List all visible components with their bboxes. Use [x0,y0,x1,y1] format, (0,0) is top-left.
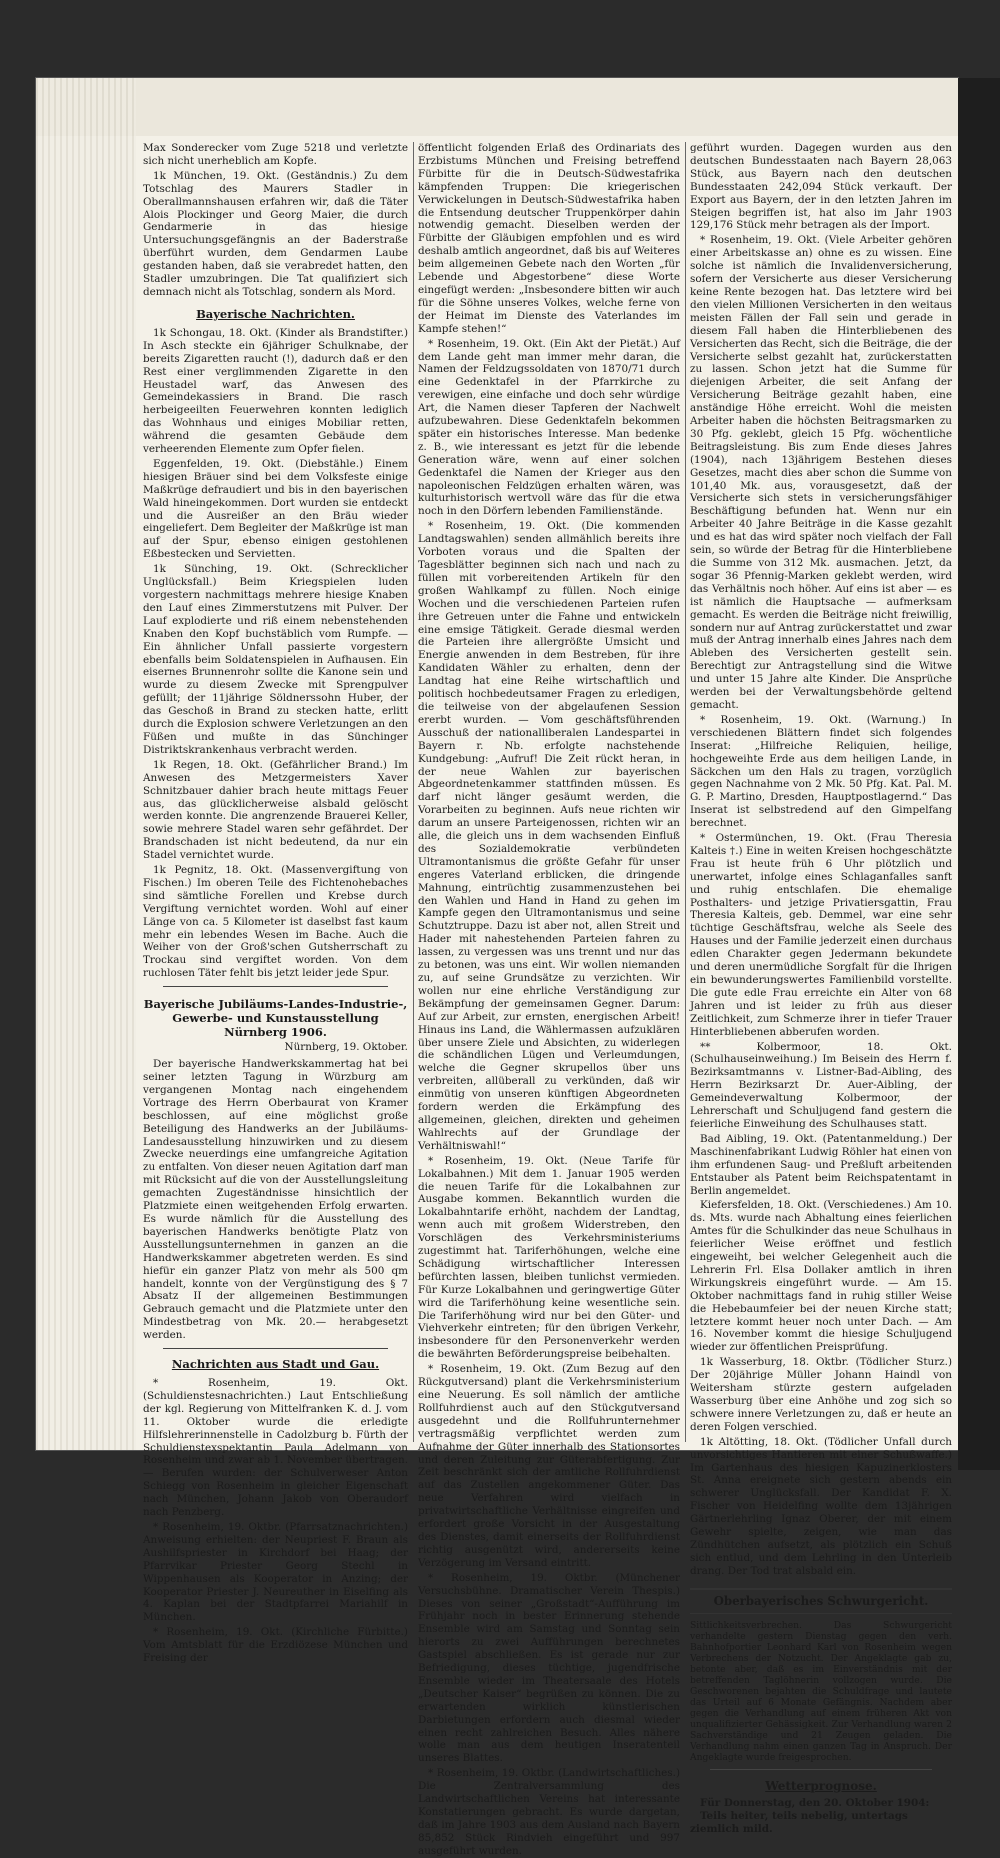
article-paragraph: * Rosenheim, 19. Okt. (Kirchliche Fürbitte.) Vom Amtsblatt für die Erzdiözese München und Freising der [143,1626,408,1665]
article-paragraph: 1k Pegnitz, 18. Okt. (Massenvergiftung von Fischen.) Im oberen Teile des Fichtenohebaches sind sämtliche Forellen und Krebse durch Vergiftung vernichtet worden. Wohl auf einer Länge von ca. 5 Kilometer ist daselbst fast kaum mehr ein lebendes Wesen im Bache. Auch die Weiher von der Groß'schen Gutsherrschaft zu Trockau sind vergiftet worden. Von dem ruchlosen Täter fehlt bis jetzt leider jede Spur. [143,864,408,980]
column-left [143,142,408,1665]
article-paragraph: * Ostermünchen, 19. Okt. (Frau Theresia Kalteis †.) Eine in weiten Kreisen hochgeschätzte Frau ist heute früh 6 Uhr plötzlich und unerwartet, infolge eines Schlaganfalles sanft und ruhig entschlafen. Die ehemalige Posthalters- und jetzige Privatiersgattin, Frau Theresia Kalteis, geb. Demmel, war eine sehr tüchtige Geschäftsfrau, welche als Seele des Hauses und der Familie jederzeit einen durchaus edlen Charakter gegen Jedermann bekundete und deren unermüdliche Sorgfalt für die Ihrigen ein bewunderungswertes Familienbild vorstellte. Die gute edle Frau erreichte ein Alter von 68 Jahren und ist leider zu früh aus dieser Zeitlichkeit, zum Schmerze ihrer in tiefer Trauer Hinterbliebenen abberufen worden. [690,832,952,1038]
article-paragraph: 1k Wasserburg, 18. Oktbr. (Tödlicher Sturz.) Der 20jährige Müller Johann Haindl von Weitersham stürzte gestern aufgeladen Wasserburg über eine Anhöhe und zog sich so schwere innere Verletzungen zu, daß er heute an deren Folgen verschied. [690,1356,952,1433]
column-rule [685,142,686,1442]
divider [163,1348,388,1349]
divider [163,986,388,987]
column-right [690,142,952,1835]
article-paragraph: Der bayerische Handwerkskammertag hat bei seiner letzten Tagung in Würzburg am vergangenen Montag nach eingehendem Vortrage des Herrn Oberbaurat von Kramer beschlossen, auf eine möglichst große Beteiligung des Handwerks an der Jubiläums-Landesausstellung hinzuwirken und zu diesem Zwecke neuerdings eine umfangreiche Agitation zu entfalten. Von dieser neuen Agitation darf man mit Rücksicht auf die von der Ausstellungsleitung gemachten Zugeständnisse hinsichtlich der Platzmiete einen weitgehenden Erfolg erwarten. Es wurde nämlich für die Ausstellung des bayerischen Handwerks benötigte Platz von Ausstellungsunternehmen in ganzen an die Handwerkskammer abgetreten werden. Es sind hiefür ein ganzer Platz von mehr als 500 qm handelt, konnte von der Vergünstigung des § 7 Absatz II der allgemeinen Bestimmungen Gebrauch gemacht und die Platzmiete unter den Mindestbetrag von Mk. 20.— herabgesetzt werden. [143,1058,408,1342]
article-paragraph: geführt wurden. Dagegen wurden aus den deutschen Bundesstaaten nach Bayern 28,063 Stück, aus Bayern nach den deutschen Bundesstaaten 242,094 Stück verkauft. Der Export aus Bayern, der in den letzten Jahren im Steigen begriffen ist, hat also im Jahr 1903 129,176 Stück mehr betragen als der Import. [690,142,952,232]
article-paragraph: * Rosenheim, 19. Okt. (Warnung.) In verschiedenen Blättern findet sich folgendes Inserat: „Hilfreiche Reliquien, heilige, hochgeweihte Erde aus dem heiligen Lande, in Säckchen um den Hals zu tragen, vorzüglich gegen Nachnahme von 2 Mk. 50 Pfg. Kat. Pal. M. G. P. Martino, Dresden, Hauptpostlagernd.“ Das Inserat ist selbstredend auf den Gimpelfang berechnet. [690,713,952,830]
scan-border [958,78,1000,1470]
section-heading: Bayerische Jubiläums-Landes-Industrie-, Gewerbe- und Kunstausstellung Nürnberg 1906. [143,997,408,1040]
article-paragraph: 1k Regen, 18. Okt. (Gefährlicher Brand.) Im Anwesen des Metzgermeisters Xaver Schnitzbauer dahier brach heute mittags Feuer aus, das glücklicherweise alsbald gelöscht werden konnte. Die angrenzende Brauerei Keller, sowie mehrere Stadel waren sehr gefährdet. Der Brandschaden ist nicht bedeutend, da nur ein Stadel vernichtet wurde. [143,758,408,862]
court-heading: Oberbayerisches Schwurgericht. [690,1588,952,1614]
article-paragraph: Kiefersfelden, 18. Okt. (Verschiedenes.) Am 10. ds. Mts. wurde nach Abhaltung eines feierlichen Amtes für die Schulkinder das neue Schulhaus in feierlicher Weise eröffnet und festlich eingeweiht, bei welcher Gelegenheit auch die Lehrerin Frl. Elsa Dollaker amtlich in ihren Wirkungskreis eingeführt wurde. — Am 15. Oktober nachmittags fand in ruhig stiller Weise die Hebebaumfeier bei der neuen Kirche statt; letztere kommt heuer noch unter Dach. — Am 16. November kommt die hiesige Schuljugend wieder zur öffentlichen Preisprüfung. [690,1199,952,1354]
section-heading: Nachrichten aus Stadt und Gau. [171,1357,380,1372]
article-paragraph: Max Sonderecker vom Zuge 5218 und verletzte sich nicht unerheblich am Kopfe. [143,142,408,167]
article-paragraph: * Rosenheim, 19. Okt. (Neue Tarife für Lokalbahnen.) Mit dem 1. Januar 1905 werden die neuen Tarife für die Lokalbahnen zur Ausgabe kommen. Bekanntlich wurden die Lokalbahntarife erhöht, nachdem der Landtag, wenn auch mit großem Widerstreben, den Vorschlägen des Verkehrsministeriums zugestimmt hat. Tariferhöhungen, welche eine Schädigung wirtschaftlicher Interessen befürchten lassen, bleiben tunlichst vermieden. Für Kurze Lokalbahnen und geringwertige Güter wird die Tariferhöhung keine wesentliche sein. Die Tariferhöhung wird nur bei den Güter- und Viehverkehr eintreten; für den übrigen Verkehr, insbesondere für den Personenverkehr werden die bewährten Beförderungspreise beibehalten. [418,1154,680,1361]
article-paragraph: 1k Schongau, 18. Okt. (Kinder als Brandstifter.) In Asch steckte ein 6jähriger Schulknabe, der bereits Zigaretten raucht (!), dadurch daß er den Rest einer verglimmenden Zigarette in den Heustadel warf, das Anwesen des Gemeindekassiers in Brand. Die rasch herbeigeeilten Feuerwehren konnten lediglich das Wohnhaus und einiges Mobiliar retten, während die gesamten Gebäude dem verheerenden Elemente zum Opfer fielen. [143,326,408,456]
article-paragraph: ** Kolbermoor, 18. Okt. (Schulhauseinweihung.) Im Beisein des Herrn f. Bezirksamtmanns v. Listner-Bad-Aibling, des Herrn Bezirksarzt Dr. Auer-Aibling, der Gemeindeverwaltung Kolbermoor, der Lehrerschaft und Schuljugend fand gestern die feierliche Einweihung des Schulhauses statt. [690,1040,952,1130]
article-paragraph: * Rosenheim, 19. Okt. (Zum Bezug auf den Rückgutversand) plant die Verkehrsministerium eine Neuerung. Es soll nämlich der amtliche Rollfuhrdienst auch auf den Stückgutversand ausgedehnt und die Rollfuhrunternehmer vertragsmäßig verpflichtet werden zum Aufnahme der Güter innerhalb des Stationsortes und deren Zuleitung zur Güterabfertigung. Zur Zeit beschränkt sich der amtliche Rollfuhrdienst auf das Zustellen angekommener Güter. Das neue Verfahren wird vielfach in privatwirtschaftliche Verhältnisse eingreifen und erfordert große Vorsicht in der Ausgestaltung des Dienstes, damit einerseits der Rollfuhrdienst richtig ausgenützt wird, andererseits keine Verzögerung im Versand eintritt. [418,1363,680,1569]
article-paragraph: Eggenfelden, 19. Okt. (Diebstähle.) Einem hiesigen Bräuer sind bei dem Volksfeste einige Maßkrüge defraudiert und bis in den bayerischen Wald hineingekommen. Dort wurden sie entdeckt und die Ausreißer an den Bräu wieder eingeliefert. Dem Begleiter der Maßkrüge ist man auf der Spur, ebenso einigen gestohlenen Eßbestecken und Servietten. [143,457,408,561]
dateline: Nürnberg, 19. Oktober. [284,1041,408,1054]
article-paragraph: 1k Sünching, 19. Okt. (Schrecklicher Unglücksfall.) Beim Kriegspielen luden vorgestern nachmittags mehrere hiesige Knaben den Lauf eines Zimmerstutzens mit Pulver. Der Lauf explodierte und riß einem nebenstehenden Knaben den Kopf buchstäblich vom Rumpfe. — Ein ähnlicher Unfall passierte vorgestern ebenfalls beim Soldatenspielen in Aufhausen. Ein eisernes Brunnenrohr sollte die Kanone sein und wurde zu diesem Zwecke mit Sprengpulver gefüllt; der 11jährige Söldnerssohn Huber, der das Geschoß in Brand zu stecken hatte, erlitt durch die Explosion schwere Verletzungen an den Füßen und mußte in das Sünchinger Distriktskrankenhaus verbracht werden. [143,563,408,756]
article-paragraph: * Rosenheim, 19. Oktbr. (Pfarrsatznachrichten.) Anweisung erhielten: der Neupriest F. Braun als Aushilfspriester in Kirchdorf bei Haag; der Pfarrvikar Priester Georg Stechl in Wippenhausen als Kooperator in Anzing; der Kooperator Priester J. Neureuther in Eiselfing als 4. Kaplan bei der Stadtpfarrei Mariahilf in München. [143,1521,408,1624]
column-middle [418,142,680,1857]
article-paragraph: 1k Altötting, 18. Okt. (Tödlicher Unfall durch unvorsichtiges Hantieren mit einer Schußwaffe.) Im Gartenhaus des hiesigen Kapuzinerklosters St. Anna ereignete sich gestern abends ein schwerer Unglücksfall. Der Kandidat F. X. Fischer von Heidelfing wollte dem 13jährigen Gärtnerlehrling Ignaz Oberer, der mit einem Gewehr spielte, zeigen, wie man das Zündhütchen aufsetzt, als plötzlich ein Schuß sich entlud, und dem Lehrling in den Unterleib drang. Der Tod trat alsbald ein. [690,1435,952,1577]
weather-date: Für Donnerstag, den 20. Oktober 1904: [700,1796,930,1809]
article-paragraph: * Rosenheim, 19. Okt. (Schuldienstesnachrichten.) Laut Entschließung der kgl. Regierung von Mittelfranken K. d. J. vom 11. Oktober wurde die erledigte Hilfslehrerinnenstelle in Cadolzburg b. Fürth der Schuldienstexspektantin Paula Adelmann von Rosenheim und zwar ab 1. November übertragen. — Berufen wurden: der Schulverweser Anton Schiegg von Rosenheim in gleicher Eigenschaft nach München, Johann Jakob von Oberaudorf nach Penzberg. [143,1377,408,1519]
section-heading: Bayerische Nachrichten. [196,306,355,321]
weather-forecast: Teils heiter, teils nebelig, untertags ziemlich mild. [690,1809,908,1835]
article-paragraph: * Rosenheim, 19. Oktbr. (Landwirtschaftliches.) Die Zentralversammlung des Landwirtschaftlichen Vereins hat interessante Konstatierungen gebracht. Es wurde dargetan, daß im Jahre 1903 aus dem Ausland nach Bayern 85,852 Stück Rindvieh eingeführt und 997 ausgeführt wurden. [418,1767,680,1857]
page-gutter [36,78,136,1450]
article-paragraph: 1k München, 19. Okt. (Geständnis.) Zu dem Totschlag des Maurers Stadler in Oberallmannshausen erfahren wir, daß die Täter Alois Plockinger und Georg Maier, die durch Gendarmerie in das hiesige Untersuchungsgefängnis an der Baderstraße überführt wurden, dem Gendarmen Laube gestanden haben, daß sie verabredet hatten, den Stadler umzubringen. Die Tat qualifiziert sich demnach nicht als Totschlag, sondern als Mord. [143,169,408,298]
article-paragraph: * Rosenheim, 19. Okt. (Die kommenden Landtagswahlen) senden allmählich bereits ihre Vorboten voraus und die Spalten der Tagesblätter beginnen sich nach und nach zu füllen mit vorbereitenden Artikeln für den großen Wahlkampf zu füllen. Noch einige Wochen und die verschiedenen Parteien rufen ihre Getreuen unter die Fahne und entwickeln eine emsige Tätigkeit. Gerade diesmal werden die Parteien ihre allergrößte Umsicht und Energie anwenden in dem Bestreben, für ihre Kandidaten Wähler zu erhalten, denn der Landtag hat eine Reihe wirtschaftlich und politisch hochbedeutsamer Fragen zu erledigen, die teilweise von der abgelaufenen Session ererbt wurden. — Vom geschäftsführenden Ausschuß der nationalliberalen Landespartei in Bayern r. Nb. erfolgte nachstehende Kundgebung: „Aufruf! Die Zeit rückt heran, in der neue Wahlen zur bayerischen Abgeordnetenkammer stattfinden müssen. Es darf nicht länger gesäumt werden, die Vorarbeiten zu beginnen. Aufs neue richten wir darum an unsere Parteigenossen, richten wir an alle, die gleich uns in dem wachsenden Einfluß des Sozialdemokratie verbündeten Ultramontanismus die größte Gefahr für unser engeres Vaterland erblicken, die dringende Mahnung, eintrüchtig zusammenzustehen bei den Wahlen und Hand in Hand zu gehen im Kampfe gegen den Ultramontanismus und seine Schutztruppe. Dazu ist aber not, allen Streit und Hader mit nahestehenden Parteien fahren zu lassen, zu vergessen was uns trennt und nur das zu betonen, was uns eint. Wir wollen niemanden zu, auf seine Grundsätze zu verzichten. Wir wollen nur eine ehrliche Verständigung zur Bekämpfung der gemeinsamen Gegner. Darum: Auf zur Arbeit, zur ernsten, energischen Arbeit! Hinaus ins Land, die Wählermassen aufzuklären über unsere Ziele und Absichten, zu widerlegen die schändlichen Lügen und Verleumdungen, welche die Gegner skrupellos über uns verbreiten, allüberall zu verkünden, daß wir einmütig von unseren künftigen Abgeordneten fordern werden die Erkämpfung des allgemeinen, gleichen, direkten und geheimen Wahlrechts auf der Grundlage der Verhältniswahl!“ [418,520,680,1152]
article-paragraph: öffentlicht folgenden Erlaß des Ordinariats des Erzbistums München und Freising betreffend Fürbitte für die in Deutsch-Südwestafrika kämpfenden Truppen: Die kriegerischen Verwickelungen in Deutsch-Südwestafrika haben die Entsendung deutscher Truppenkörper dahin notwendig gemacht. Dieselben werden der Fürbitte der Gläubigen empfohlen und es wird deshalb amtlich angeordnet, daß bis auf Weiteres beim allgemeinen Gebete nach den Worten „für Lebende und Abgestorbene“ diese Worte eingefügt werden: „Insbesondere bitten wir auch für die Söhne unseres Volkes, welche ferne von der Heimat im Dienste des Vaterlandes im Kampfe stehen!“ [418,142,680,335]
court-report: Sittlichkeitsverbrechen. Das Schwurgericht verhandelte gestern Dienstag gegen den verh. Bahnhofportier Leonhard Karl von Rosenheim wegen Verbrechens der Notzucht. Der Angeklagte gab zu, betonte aber, daß es im Einverständnis mit der betreffenden Taglöhnerin vollzogen wurde. Die Geschworenen bejahten die Schuldfrage und lautete das Urteil auf 6 Monate Gefängnis. Nachdem aber gegen die Verhandlung auf einem früheren Akt von unqualifizierter Gehässigkeit. Zur Verhandlung waren 2 Sachverständige und 21 Zeugen geladen. Die Verhandlung nahm einen ganzen Tag in Anspruch. Der Angeklagte wurde freigesprochen. [690,1619,952,1763]
article-paragraph: * Rosenheim, 19. Okt. (Viele Arbeiter gehören einer Arbeitskasse an) ohne es zu wissen. Eine solche ist nämlich die Invalidenversicherung, sofern der Versicherte aus dieser Versicherung keine Rente bezogen hat. Das letztere wird bei den vielen Millionen Versicherten in den weitaus meisten Fällen der Fall sein und gerade in diesem Fall haben die Hinterbliebenen des Versicherten das Recht, sich die Beiträge, die der Versicherte selbst gezahlt hat, zurückerstatten zu lassen. Schon jetzt hat die Summe für diejenigen Arbeiter, die seit Anfang der Versicherung Beiträge gezahlt haben, eine anständige Höhe erreicht. Wohl die meisten Arbeiter haben die höchsten Beitragsmarken zu 30 Pfg. geklebt, gleich 15 Pfg. wöchentliche Beitragsleistung. Bis zum Ende dieses Jahres (1904), nach 13jährigem Bestehen dieses Gesetzes, macht dies aber schon die Summe von 101,40 Mk. aus, vorausgesetzt, daß der Versicherte sich stets in versicherungsfähiger Beschäftigung befunden hat. Wenn nur ein Arbeiter 40 Jahre Beiträge in die Kasse gezahlt und es hat das wird später noch vielfach der Fall sein, so würde der Betrag für die Hinterbliebene die Summe von 312 Mk. ausmachen. Jetzt, da sogar 36 Pfennig-Marken geklebt werden, wird das Verhältnis noch höher. Auf eins ist aber — es ist nämlich die Hauptsache — aufmerksam gemacht. Es werden die Beiträge nicht freiwillig, sondern nur auf Antrag zurückerstattet und zwar muß der Antrag innerhalb eines Jahres nach dem Ableben des Versicherten gestellt sein. Berechtigt zur Antragstellung sind die Witwe und unter 15 Jahre alte Kinder. Die Ansprüche werden bei der Verwaltungsbehörde geltend gemacht. [690,234,952,711]
divider [710,1769,932,1770]
page-top-margin [36,78,958,136]
column-rule [413,142,414,1442]
article-paragraph: Bad Aibling, 19. Okt. (Patentanmeldung.) Der Maschinenfabrikant Ludwig Röhler hat einen von ihm erfundenen Saug- und Preßluft arbeitenden Entstauber als Patent beim Reichspatentamt in Berlin angemeldet. [690,1132,952,1197]
article-paragraph: * Rosenheim, 19. Oktbr. (Münchener Versuchsbühne. Dramatischer Verein Thespis.) Dieses von seiner „Großstadt“-Aufführung im Frühjahr noch in bester Erinnerung stehende Ensemble wird am Samstag und Sonntag sein hierorts zu zwei Aufführungen berechnetes Gastspiel abschließen. Es ist gerade nur zur Befriedigung, dieses tüchtige, jugendfrische Ensemble wieder im Theatersaale des Hotels „Deutscher Kaiser“ begrüßen zu können. Die zu erwartenden wirklich künstlerischen Darbietungen erfordern auch diesmal wieder einen recht zahlreichen Besuch. Alles nähere wolle man aus dem heutigen Inseratenteil unseres Blattes. [418,1571,680,1765]
article-paragraph: * Rosenheim, 19. Okt. (Ein Akt der Pietät.) Auf dem Lande geht man immer mehr daran, die Namen der Feldzugssoldaten von 1870/71 durch eine Gedenktafel in der Pfarrkirche zu verewigen, eine einfache und doch sehr würdige Art, die Namen dieser Tapferen der Nachwelt aufzubewahren. Diese Gedenktafeln bekommen später ein historisches Interesse. Man bedenke z. B., wie interessant es jetzt für die lebende Generation wäre, wenn auf einer solchen Gedenktafel die Namen der Krieger aus den napoleonischen Feldzügen erhalten wären, was kulturhistorisch wertvoll wäre das für die etwa noch in den Dörfern lebenden Familienstände. [418,337,680,518]
weather-heading: Wetterprognose. [765,1778,877,1793]
